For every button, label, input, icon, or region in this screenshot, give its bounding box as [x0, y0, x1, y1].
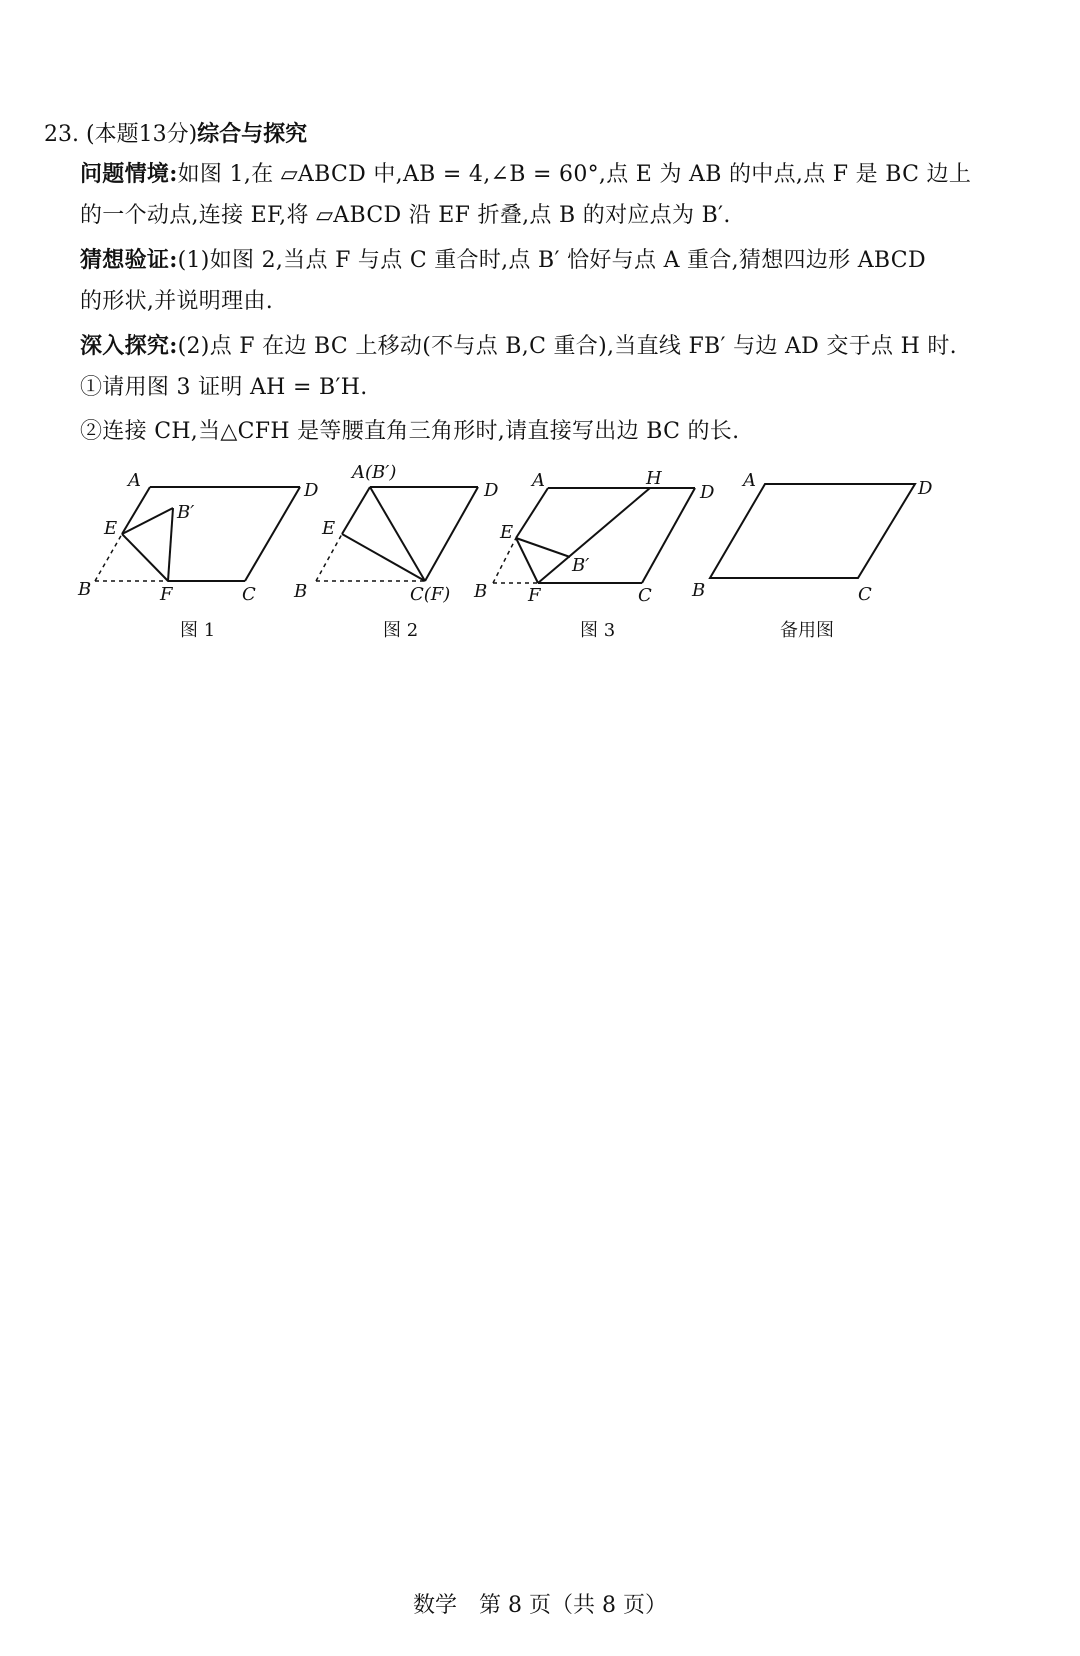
question-score: (本题13分): [86, 122, 198, 147]
fig1-label-A: A: [128, 470, 141, 491]
conjecture-line-2: 的形状,并说明理由.: [80, 289, 273, 314]
fig2-edge-AE: [342, 487, 370, 534]
conjecture-label: 猜想验证:: [80, 247, 178, 273]
backup-label-C: C: [858, 584, 872, 605]
fig1-label-Bp: B′: [177, 502, 195, 523]
explore-item-2: ②连接 CH,当△CFH 是等腰直角三角形时,请直接写出边 BC 的长.: [80, 419, 740, 444]
backup-label-D: D: [918, 478, 933, 499]
fig2-label-B: B: [294, 581, 308, 602]
situation-label: 问题情境:: [80, 161, 178, 187]
situation-line-2: 的一个动点,连接 EF,将 ▱ABCD 沿 EF 折叠,点 B 的对应点为 B′.: [80, 203, 731, 228]
explore-item-1: ①请用图 3 证明 AH = B′H.: [80, 375, 368, 400]
figure-1: [95, 487, 300, 581]
page-footer: 数学 第 8 页（共 8 页）: [413, 1593, 667, 1618]
fig1-label-F: F: [160, 584, 173, 605]
fig3-label-C: C: [638, 585, 652, 606]
figures-diagram: [0, 462, 1080, 680]
backup-caption: 备用图: [780, 620, 834, 641]
situation-text-1: 如图 1,在 ▱ABCD 中,AB = 4,∠B = 60°,点 E 为 AB 的中点,点 F 是 BC 边上: [177, 162, 972, 187]
fig2-label-E: E: [322, 518, 336, 539]
fig3-edge-FH: [538, 488, 650, 583]
fig3-label-E: E: [500, 522, 514, 543]
explore-text-1: (2)点 F 在边 BC 上移动(不与点 B,C 重合),当直线 FB′ 与边 AD 交于点 H 时.: [177, 334, 957, 359]
fig3-label-B: B: [474, 581, 488, 602]
fig2-caption: 图 2: [383, 620, 419, 641]
backup-label-B: B: [692, 580, 706, 601]
fig3-edge-AE: [516, 488, 548, 538]
situation-line-1: [80, 160, 971, 189]
fig3-edge-BE-dashed: [493, 538, 516, 583]
explore-line-1: [80, 332, 957, 361]
fig1-label-E: E: [104, 518, 118, 539]
fig3-label-D: D: [700, 482, 715, 503]
conjecture-text-1: (1)如图 2,当点 F 与点 C 重合时,点 B′ 恰好与点 A 重合,猜想四边形 ABCD: [177, 248, 926, 273]
fig1-caption: 图 1: [180, 620, 216, 641]
fig1-edge-DC: [245, 487, 300, 581]
fig2-edge-EC: [342, 534, 425, 581]
figure-3: [493, 488, 695, 583]
fig3-edge-DC: [642, 488, 695, 583]
fig2-edge-AC: [370, 487, 425, 581]
fig2-label-A: A(B′): [352, 462, 397, 483]
fig2-edge-DC: [425, 487, 478, 581]
question-header: [44, 120, 307, 149]
fig1-label-C: C: [242, 584, 256, 605]
fig3-label-F: F: [528, 585, 541, 606]
fig1-edge-BpF: [168, 508, 173, 581]
figure-backup: [710, 484, 915, 578]
fig1-edge-BE-dashed: [95, 534, 122, 581]
fig3-caption: 图 3: [580, 620, 616, 641]
fig1-label-D: D: [304, 480, 319, 501]
fig3-label-A: A: [532, 470, 545, 491]
explore-label: 深入探究:: [80, 333, 178, 359]
figure-2: [316, 487, 478, 581]
fig3-label-Bp: B′: [572, 555, 590, 576]
question-number: 23.: [44, 122, 79, 147]
backup-parallelogram: [710, 484, 915, 578]
conjecture-line-1: [80, 246, 926, 275]
fig2-edge-BE-dashed: [316, 534, 342, 581]
fig3-label-H: H: [646, 468, 662, 489]
fig2-label-D: D: [484, 480, 499, 501]
fig1-label-B: B: [78, 579, 92, 600]
question-title: 综合与探究: [197, 121, 308, 147]
backup-label-A: A: [743, 470, 756, 491]
fig1-edge-EF: [122, 534, 168, 581]
fig2-label-C: C(F): [410, 584, 451, 605]
